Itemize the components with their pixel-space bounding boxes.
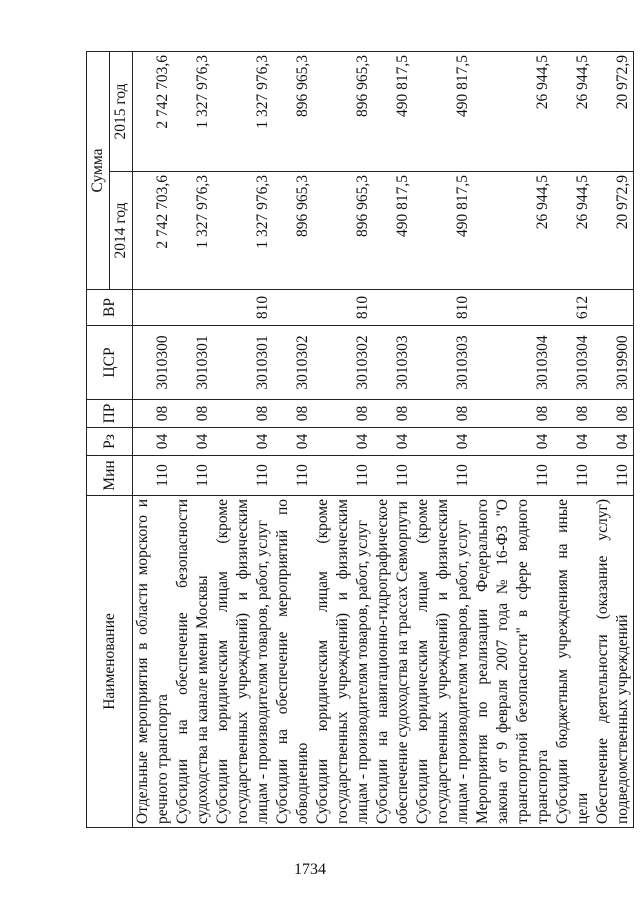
table-row	[313, 51, 373, 827]
header-2015: 2015 год	[110, 51, 133, 171]
page-number: 1734	[294, 861, 326, 878]
budget-table	[86, 51, 634, 828]
header-rz: Рз	[87, 428, 133, 456]
row-csr: 3010300	[133, 326, 174, 400]
row-vr: 810	[213, 290, 273, 326]
table-row	[273, 51, 313, 827]
row-pr: 08	[213, 400, 273, 428]
row-2014: 896 965,3	[313, 172, 373, 290]
row-vr: 810	[413, 290, 473, 326]
row-csr: 3010301	[213, 326, 273, 400]
row-name: Отдельные мероприятия в области морского и речного транспорта	[133, 496, 174, 828]
row-pr: 08	[173, 400, 213, 428]
row-2014: 1 327 976,3	[213, 172, 273, 290]
row-name: Субсидии юридическим лицам (кроме государственных учреждений) и физическим лицам - производителям товаров, работ, услуг	[213, 496, 273, 828]
table-row	[553, 51, 593, 827]
row-csr: 3010304	[553, 326, 593, 400]
row-csr: 3010303	[373, 326, 413, 400]
row-vr	[593, 290, 634, 326]
row-name: Обеспечение деятельности (оказание услуг) подведомственных учреждений	[593, 496, 634, 828]
row-name: Субсидии на навигационно-гидрографическое обеспечение судоходства на трассах Севморпути	[373, 496, 413, 828]
row-2015: 1 327 976,3	[173, 51, 213, 171]
row-2015: 490 817,5	[373, 51, 413, 171]
row-2014: 2 742 703,6	[133, 172, 174, 290]
row-name: Субсидии бюджетным учреждениям на иные цели	[553, 496, 593, 828]
row-2015: 26 944,5	[553, 51, 593, 171]
row-min: 110	[213, 456, 273, 496]
table-row	[473, 51, 553, 827]
row-min: 110	[133, 456, 174, 496]
row-vr: 810	[313, 290, 373, 326]
header-name: Наименование	[87, 496, 133, 828]
row-vr	[173, 290, 213, 326]
row-pr: 08	[553, 400, 593, 428]
row-name: Субсидии на обеспечение безопасности судоходства на канале имени Москвы	[173, 496, 213, 828]
table-row	[413, 51, 473, 827]
row-2014: 20 972,9	[593, 172, 634, 290]
table-body	[133, 51, 634, 827]
row-min: 110	[413, 456, 473, 496]
row-2015: 26 944,5	[473, 51, 553, 171]
row-rz: 04	[173, 428, 213, 456]
row-pr: 08	[313, 400, 373, 428]
row-vr	[133, 290, 174, 326]
row-2015: 2 742 703,6	[133, 51, 174, 171]
row-name: Мероприятия по реализации Федерального закона от 9 февраля 2007 года № 16-ФЗ "О транспортной безопасности" в сфере водного транспорта	[473, 496, 553, 828]
row-2014: 26 944,5	[553, 172, 593, 290]
header-pr: ПР	[87, 400, 133, 428]
row-vr: 612	[553, 290, 593, 326]
table-row	[173, 51, 213, 827]
row-min: 110	[373, 456, 413, 496]
row-min: 110	[273, 456, 313, 496]
row-2015: 20 972,9	[593, 51, 634, 171]
row-2015: 896 965,3	[313, 51, 373, 171]
row-name: Субсидии юридическим лицам (кроме государственных учреждений) и физическим лицам - производителям товаров, работ, услуг	[413, 496, 473, 828]
row-rz: 04	[133, 428, 174, 456]
row-rz: 04	[593, 428, 634, 456]
row-2015: 490 817,5	[413, 51, 473, 171]
row-pr: 08	[273, 400, 313, 428]
row-csr: 3010301	[173, 326, 213, 400]
row-2014: 896 965,3	[273, 172, 313, 290]
row-csr: 3019900	[593, 326, 634, 400]
row-csr: 3010302	[313, 326, 373, 400]
row-rz: 04	[413, 428, 473, 456]
row-min: 110	[553, 456, 593, 496]
row-rz: 04	[273, 428, 313, 456]
row-csr: 3010302	[273, 326, 313, 400]
row-rz: 04	[473, 428, 553, 456]
table-header	[87, 51, 133, 827]
row-min: 110	[173, 456, 213, 496]
row-pr: 08	[413, 400, 473, 428]
row-rz: 04	[553, 428, 593, 456]
row-2014: 490 817,5	[413, 172, 473, 290]
table-row	[133, 51, 174, 827]
row-pr: 08	[473, 400, 553, 428]
row-csr: 3010303	[413, 326, 473, 400]
row-min: 110	[473, 456, 553, 496]
row-vr	[273, 290, 313, 326]
table-row	[213, 51, 273, 827]
row-min: 110	[593, 456, 634, 496]
row-2014: 1 327 976,3	[173, 172, 213, 290]
row-min: 110	[313, 456, 373, 496]
row-rz: 04	[213, 428, 273, 456]
row-2014: 26 944,5	[473, 172, 553, 290]
row-vr	[373, 290, 413, 326]
header-csr: ЦСР	[87, 326, 133, 400]
header-vr: ВР	[87, 290, 133, 326]
row-rz: 04	[373, 428, 413, 456]
header-min: Мин	[87, 456, 133, 496]
table-row	[373, 51, 413, 827]
row-rz: 04	[313, 428, 373, 456]
row-2015: 896 965,3	[273, 51, 313, 171]
row-pr: 08	[593, 400, 634, 428]
header-2014: 2014 год	[110, 172, 133, 290]
row-name: Субсидии на обеспечение мероприятий по обводнению	[273, 496, 313, 828]
header-sum: Сумма	[87, 51, 110, 289]
row-pr: 08	[133, 400, 174, 428]
table-row	[593, 51, 634, 827]
row-2015: 1 327 976,3	[213, 51, 273, 171]
row-2014: 490 817,5	[373, 172, 413, 290]
row-csr: 3010304	[473, 326, 553, 400]
row-vr	[473, 290, 553, 326]
row-pr: 08	[373, 400, 413, 428]
row-name: Субсидии юридическим лицам (кроме государственных учреждений) и физическим лицам - производителям товаров, работ, услуг	[313, 496, 373, 828]
